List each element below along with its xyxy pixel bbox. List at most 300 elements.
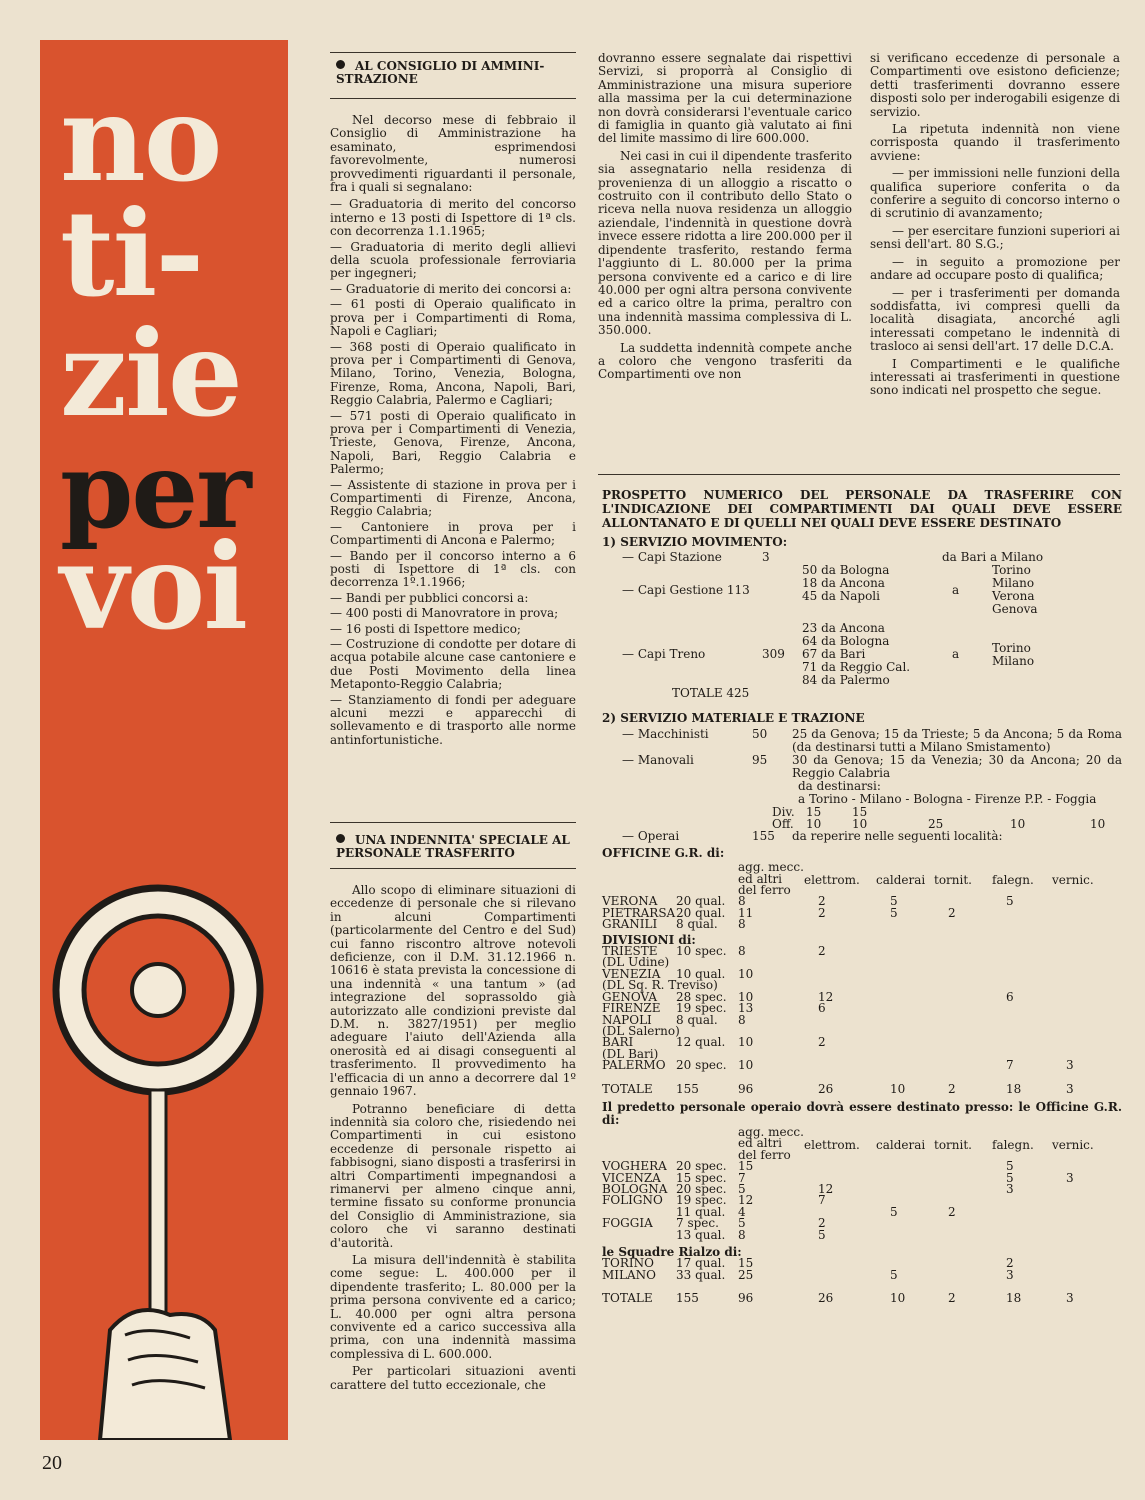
table-cell [876,1195,934,1206]
cell-line: Torino [992,563,1031,578]
table-cell [876,1037,934,1048]
table-cell [876,1258,934,1269]
table-row [602,1060,1122,1071]
cell: — Operai [622,828,680,843]
article2-title: UNA INDENNITA' SPECIALE AL PERSONALE TRASFERITO [336,833,570,860]
table-cell: 3 [1066,1170,1074,1185]
table-cell [1052,1230,1122,1241]
cell [928,806,1010,818]
table-title: PROSPETTO NUMERICO DEL PERSONALE DA TRASFERIRE CON L'INDICAZIONE DEI COMPARTIMENTI DAI QUALI DEVE ESSERE ALLONTANATO E DI QUELLI NEI QUALI DEVE ESSERE DESTINATO [602,488,1122,530]
table-cell [934,1184,992,1195]
table-cell [934,1060,992,1071]
article1-item: — 571 posti di Operaio qualificato in prova per i Compartimenti di Venezia, Trieste, Genova, Firenze, Ancona, Napoli, Bari, Reggio Calabria e Palermo; [330,408,576,477]
article2-col2 [598,52,852,386]
table-cell [934,969,992,980]
table-cell: 15 spec. [676,1170,727,1185]
table-cell: 5 [738,1181,746,1196]
table-cell: NAPOLI [602,1012,652,1027]
table-cell [992,1207,1052,1218]
totale-row [602,1072,1122,1095]
totale-cell: 96 [738,1081,754,1096]
officine-label: OFFICINE G.R. di: [602,845,725,860]
table-cell: 33 qual. [676,1267,726,1282]
totale-cell: 26 [818,1081,834,1096]
table-cell: 3 [1066,1058,1074,1073]
article1-item: — 61 posti di Operaio qualificato in prova per i Compartimenti di Roma, Napoli e Cagliari; [330,297,576,339]
article2-paragraph: — per i trasferimenti per domanda soddisfatta, ivi compresi quelli da località disagiata, ancorché agli interessati competano le indennità di trasloco ai sensi dell'art. 17 delle D.C.A. [870,285,1120,354]
table-cell: 15 [738,1159,754,1174]
table-cell: 5 [890,1204,898,1219]
cell-line: 67 da Bari [802,647,866,662]
totale-cell: 155 [676,1081,699,1096]
cell: a [952,647,960,662]
column-header: calderai [876,873,926,888]
table-row [602,919,1122,930]
cell: Off. [772,816,794,831]
column-header: agg. mecc. ed altri del ferro [738,860,804,898]
totale-cell: 10 [890,1291,906,1306]
table-row [602,1270,1122,1281]
article2-paragraph: — in seguito a promozione per andare ad occupare posto di qualifica; [870,254,1120,283]
table-cell: (DL Salerno) [602,1023,680,1038]
table-cell: VENEZIA [602,966,661,981]
table-cell: MILANO [602,1267,656,1282]
article1-item: — Cantoniere in prova per i Compartimenti di Ancona e Palermo; [330,519,576,548]
cell-line: Milano [992,576,1035,591]
table-cell: 7 [738,1170,746,1185]
article2-paragraph: La misura dell'indennità è stabilita come segue: L. 400.000 per il dipendente trasferito; L. 80.000 per la prima persona convivente ed a carico; L. 40.000 per ogni altra persona convivente ed a carico successiva alla prima, con una indennità massima complessiva di L. 600.000. [330,1252,576,1361]
table-cell [934,896,992,907]
totale-cell: 3 [1066,1291,1074,1306]
cell: da destinarsi: [798,778,881,793]
totale-cell: 2 [948,1081,956,1096]
table-cell: 3 [1006,1267,1014,1282]
cell: 10 [1010,816,1026,831]
signal-disc-illustration [40,860,288,1440]
table-cell [992,1195,1052,1206]
table-row [602,793,1122,806]
table-cell: 10 spec. [676,944,727,959]
table-row [602,830,1122,843]
table-cell [876,946,934,957]
totale-cell: 155 [676,1291,699,1306]
table-cell: 10 [738,989,754,1004]
table-cell: 7 [818,1193,826,1208]
table-cell [1052,969,1122,980]
table-cell [934,1258,992,1269]
table-cell: (DL Bari) [602,1046,659,1061]
table-cell: 4 [738,1204,746,1219]
table-cell: 5 [1006,894,1014,909]
cell: — Capi Gestione 113 [622,582,750,597]
cell [992,616,1122,687]
table-cell: FIRENZE [602,1001,661,1016]
prospetto-table [602,488,1122,1305]
table-cell: 2 [818,944,826,959]
cell-line: 84 da Palermo [802,673,890,688]
table-cell: TORINO [602,1256,654,1271]
cell: — Macchinisti [622,726,709,741]
section-trazione: 2) SERVIZIO MATERIALE E TRAZIONE [602,711,865,726]
article2-paragraph: — per esercitare funzioni superiori ai sensi dell'art. 80 S.G.; [870,223,1120,252]
table-cell: PIETRARSA [602,905,676,920]
article1-item: — Costruzione di condotte per dotare di acqua potabile alcune case cantoniere e due Posti Movimento della linea Metaponto-Reggio Calabria; [330,637,576,692]
article1-title: AL CONSIGLIO DI AMMINI-STRAZIONE [336,59,545,86]
cell: 10 [852,816,868,831]
cell-line: 71 da Reggio Cal. [802,660,911,675]
article2-paragraph: Allo scopo di eliminare situazioni di eccedenze di personale che si rilevano in alcuni Compartimenti (particolarmente del Centro e del Sud) cui fanno riscontro altrove notevoli deficienze, con il D.M. 31.12.1966 n. 10616 è stata prevista la concessione di una indennità « una tantum » (ad integrazione del soprassoldo già autorizzato alle condizioni previste dal D.M. n. 3827/1951) per meglio adeguare l'aiuto dell'Azienda alla onerosità ed ai disagi conseguenti al trasferimento. Il provvedimento ha l'efficacia di un anno a decorrere dal 1º gennaio 1967. [330,883,576,1099]
table-cell [876,1015,934,1026]
table-cell [992,908,1052,919]
column-header: elettrom. [804,873,860,888]
table-cell: FOGGIA [602,1216,653,1231]
cell-line: 23 da Ancona [802,621,885,636]
table-cell [876,969,934,980]
table-cell [876,1184,934,1195]
table-cell: 5 [890,1267,898,1282]
column-header: falegn. [992,1137,1034,1152]
table-cell: 8 [738,917,746,932]
column-header: tornit. [934,1137,972,1152]
table-cell: 3 [1006,1181,1014,1196]
table-cell: 8 [738,1227,746,1242]
cell-line: Torino [992,640,1031,655]
table-cell [804,1207,876,1218]
cell-line: 64 da Bologna [802,634,890,649]
table-cell [992,919,1052,930]
cell [992,564,1122,616]
table-cell [1052,896,1122,907]
table-cell: 28 spec. [676,989,727,1004]
table-cell [804,1015,876,1026]
rule-under-heading1 [330,98,576,99]
table-cell: GRANILI [602,917,658,932]
cell: 95 [752,752,768,767]
totale-cell: 2 [948,1291,956,1306]
cell: 15 [852,804,868,819]
table-cell: 2 [818,1035,826,1050]
table-cell [1052,1270,1122,1281]
table-cell: 19 spec. [676,1193,727,1208]
table-cell [1052,1218,1122,1229]
sidebar-word-per: per [60,428,250,552]
totale-cell: 18 [1006,1291,1022,1306]
article2-paragraph: — per immissioni nelle funzioni della qualifica superiore conferita o da conferire a seguito di concorso interno o di scrutinio di avanzamento; [870,166,1120,221]
table-cell [1052,992,1122,1003]
table-row [602,754,1122,780]
table-cell: 5 [890,894,898,909]
table-cell [992,1015,1052,1026]
bullet-icon [336,60,345,69]
column-header: agg. mecc. ed altri del ferro [738,1124,804,1162]
table-cell [1052,1015,1122,1026]
table-cell [1052,1195,1122,1206]
table-row [602,946,1122,957]
table-cell [992,1230,1052,1241]
table-cell [934,1218,992,1229]
table-cell: 8 qual. [676,917,718,932]
cell: da Bari a Milano [942,550,1044,565]
table-row [772,818,1122,830]
sidebar-panel [40,40,288,1440]
totale-cell: 3 [1066,1081,1074,1096]
table-cell: 19 spec. [676,1001,727,1016]
article2-col1 [330,884,576,1396]
totale-cell: 96 [738,1291,754,1306]
table-cell: 8 qual. [676,1012,718,1027]
trazione-table [602,728,1122,806]
table-cell: 20 qual. [676,894,726,909]
table-header-row [602,1127,1122,1161]
table-cell [992,1003,1052,1014]
totale-cell: 18 [1006,1081,1022,1096]
table-row [602,1015,1122,1026]
table-cell: 5 [890,905,898,920]
table-cell [1052,908,1122,919]
table-header-row [602,862,1122,896]
article1-item: — 16 posti di Ispettore medico; [330,621,521,636]
sidebar-word-zie: zie [60,304,241,443]
table-cell [804,1258,876,1269]
cell-line: Genova [992,602,1038,617]
article2-heading [336,834,576,860]
table-cell [1052,946,1122,957]
table-cell [934,1015,992,1026]
table-cell: BOLOGNA [602,1181,668,1196]
cell: da reperire nelle seguenti località: [792,828,1003,843]
table-cell: 25 [738,1267,754,1282]
table-cell [934,919,992,930]
cell: 309 [762,647,785,662]
table-cell: 12 [818,989,834,1004]
table-cell [934,1230,992,1241]
table-cell: 20 spec. [676,1159,727,1174]
table-cell: 2 [1006,1256,1014,1271]
article1-item: — Graduatoria di merito degli allievi della scuola professionale ferroviaria per ingegneri; [330,239,576,281]
table-cell: 5 [818,1227,826,1242]
table-cell [934,1037,992,1048]
cell-line: 18 da Ancona [802,576,885,591]
table-cell [934,1173,992,1184]
column-header: calderai [876,1137,926,1152]
article2-paragraph: La ripetuta indennità non viene corrisposta quando il trasferimento avviene: [870,122,1120,163]
column-header: vernic. [1052,873,1094,888]
totale-cell: 26 [818,1291,834,1306]
article1-item: — Assistente di stazione in prova per i Compartimenti di Firenze, Ancona, Reggio Calabria; [330,477,576,519]
table-cell: 7 [1006,1058,1014,1073]
table-cell: 10 [738,1035,754,1050]
sidebar-word-voi: voi [60,517,247,656]
table-cell [876,919,934,930]
sidebar-word-no: no [60,69,221,208]
table-cell [934,1270,992,1281]
cell-line: 50 da Bologna [802,563,890,578]
article1-item: — Bandi per pubblici concorsi a: [330,590,529,605]
table-cell [804,1173,876,1184]
article1-item: — Stanziamento di fondi per adeguare alcuni mezzi e apparecchi di sollevamento e di trasporto alle norme antinfortunistiche. [330,692,576,747]
table-cell: 20 qual. [676,905,726,920]
article1-body [330,114,576,749]
table-cell: 20 spec. [676,1181,727,1196]
cell: 3 [762,550,770,565]
table-cell [876,992,934,1003]
cell: 15 [806,804,822,819]
table-cell: 5 [1006,1159,1014,1174]
table-cell: 10 [738,1058,754,1073]
column-header: tornit. [934,873,972,888]
article1-item: — Bando per il concorso interno a 6 posti di Ispettore di 1ª cls. con decorrenza 1º.1.1966; [330,548,576,590]
article1-item: — 368 posti di Operaio qualificato in prova per i Compartimenti di Genova, Milano, Torino, Venezia, Bologna, Firenze, Roma, Ancona, Napoli, Bari, Reggio Calabria, Palermo e Cagliari; [330,339,576,408]
div-off-table [772,806,1122,830]
article1-intro: Nel decorso mese di febbraio il Consiglio di Amministrazione ha esaminato, esprimendosi favorevolmente, numerosi provvedimenti riguardanti il personale, fra i quali si segnalano: [330,113,576,195]
table-row [772,806,1122,818]
table-cell: 8 [738,894,746,909]
table-row [602,1037,1122,1048]
table-cell [992,969,1052,980]
table-cell [1052,1003,1122,1014]
officine-table [602,862,1122,1095]
table-cell [934,1195,992,1206]
table-cell [804,919,876,930]
cell: Div. [772,804,795,819]
cell [802,564,952,616]
table-cell: 17 qual. [676,1256,726,1271]
cell: 50 [752,726,768,741]
table-cell: FOLIGNO [602,1193,663,1208]
table-cell: 11 qual. [676,1204,726,1219]
table-cell: 12 [818,1181,834,1196]
cell: 10 [1090,816,1106,831]
table-cell: 5 [738,1216,746,1231]
table-cell [876,1003,934,1014]
table-row [602,780,1122,793]
cell: a [952,582,960,597]
table-cell: 8 [738,944,746,959]
table-cell [876,1060,934,1071]
table-cell [1052,1184,1122,1195]
table-cell: 2 [818,894,826,909]
totale-cell: TOTALE [602,1081,653,1096]
table-cell: 2 [818,905,826,920]
table-cell [992,1218,1052,1229]
table-cell [992,946,1052,957]
table-row [602,1230,1122,1241]
table-cell: BARI [602,1035,634,1050]
table-cell: PALERMO [602,1058,666,1073]
table-cell [934,946,992,957]
cell: 30 da Genova; 15 da Venezia; 30 da Ancona; 20 da Reggio Calabria [792,752,1122,780]
operai-table [602,830,1122,843]
table-cell: 2 [818,1216,826,1231]
column-header: vernic. [1052,1137,1094,1152]
table-cell: (DL Sq. R. Treviso) [602,978,718,993]
cell: 25 [928,816,944,831]
cell: 25 da Genova; 15 da Trieste; 5 da Ancona; 5 da Roma (da destinarsi tutti a Milano Smistamento) [792,726,1122,754]
table-cell [934,992,992,1003]
table-cell [1052,1161,1122,1172]
table-cell: 10 [738,966,754,981]
table-cell [1052,1037,1122,1048]
table-cell [602,1230,676,1241]
table-cell [934,1003,992,1014]
table-row [602,616,1122,687]
cell: a Torino - Milano - Bologna - Firenze P.P. - Foggia [798,791,1097,806]
table-cell: 12 qual. [676,1035,726,1050]
table-cell [1052,1207,1122,1218]
rule-above-heading2 [330,822,576,823]
table-cell: GENOVA [602,989,657,1004]
table-cell: 15 [738,1256,754,1271]
article2-col3 [870,52,1120,402]
cell-line: Milano [992,653,1035,668]
cell: TOTALE 425 [672,686,750,701]
article1-item: — Graduatoria di merito del concorso interno e 13 posti di Ispettore di 1ª cls. con decorrenza 1.1.1965; [330,197,576,239]
table-cell [804,1270,876,1281]
table-cell: 13 qual. [676,1227,726,1242]
rule-under-heading2 [330,868,576,869]
table-cell: 20 spec. [676,1058,727,1073]
cell: — Capi Treno [622,647,706,662]
article1-heading [336,60,576,86]
table-cell: 2 [948,1204,956,1219]
table-cell: 2 [948,905,956,920]
destinazione-table [602,1124,1122,1306]
table-cell: VICENZA [602,1170,661,1185]
table-cell: 8 [738,1012,746,1027]
article2-paragraph: si verificano eccedenze di personale a Compartimenti ove esistono deficienze; detti trasferimenti dovranno essere disposti solo per inderogabili esigenze di servizio. [870,51,1120,119]
movimento-table [602,551,1122,700]
table-cell: 6 [1006,989,1014,1004]
table-cell [876,1161,934,1172]
table-cell [804,1161,876,1172]
article2-paragraph: Per particolari situazioni aventi carattere del tutto eccezionale, che [330,1364,576,1392]
table-cell: 6 [818,1001,826,1016]
table-row [602,728,1122,754]
table-row [602,564,1122,616]
table-cell [934,1161,992,1172]
table-cell [1052,919,1122,930]
table-cell [876,1218,934,1229]
table-cell [804,1060,876,1071]
table-cell: VERONA [602,894,658,909]
column-header: falegn. [992,873,1034,888]
table-cell: (DL Udine) [602,955,670,970]
predetto-note: Il predetto personale operaio dovrà essere destinato presso: le Officine G.R. di: [602,1099,1122,1127]
table-cell: 11 [738,905,754,920]
table-cell [876,1173,934,1184]
table-cell [876,1230,934,1241]
table-row [602,687,1122,700]
article2-paragraph: La suddetta indennità compete anche a coloro che vengono trasferiti da Compartimenti ove non [598,340,852,382]
column-header: elettrom. [804,1137,860,1152]
cell [1010,806,1090,818]
rule-top [330,52,576,53]
cell: 155 [752,828,775,843]
cell [1090,806,1122,818]
table-cell: 12 [738,1193,754,1208]
cell-line: Verona [992,589,1035,604]
article2-paragraph: Potranno beneficiare di detta indennità sia coloro che, risiedendo nei Compartimenti in cui esistono eccedenze di personale rispetto ai fabbisogni, siano disposti a trasferirsi in altri Compartimenti impegnandosi a rimanervi per almeno cinque anni, termine fissato su conforme pronuncia del Consiglio di Amministrazione, sia coloro che vi saranno destinati d'autorità. [330,1101,576,1250]
table-cell [992,1037,1052,1048]
table-cell: 10 qual. [676,966,726,981]
article2-paragraph: I Compartimenti e le qualifiche interessati ai trasferimenti in questione sono indicati nel prospetto che segue. [870,356,1120,398]
divisioni-label: DIVISIONI di: [602,932,696,947]
section-movimento: 1) SERVIZIO MOVIMENTO: [602,535,788,549]
totale-cell: TOTALE [602,1291,653,1306]
article1-item: — 400 posti di Manovratore in prova; [330,606,559,621]
cell: — Manovali [622,752,694,767]
squadre-label: le Squadre Rialzo di: [602,1245,742,1259]
